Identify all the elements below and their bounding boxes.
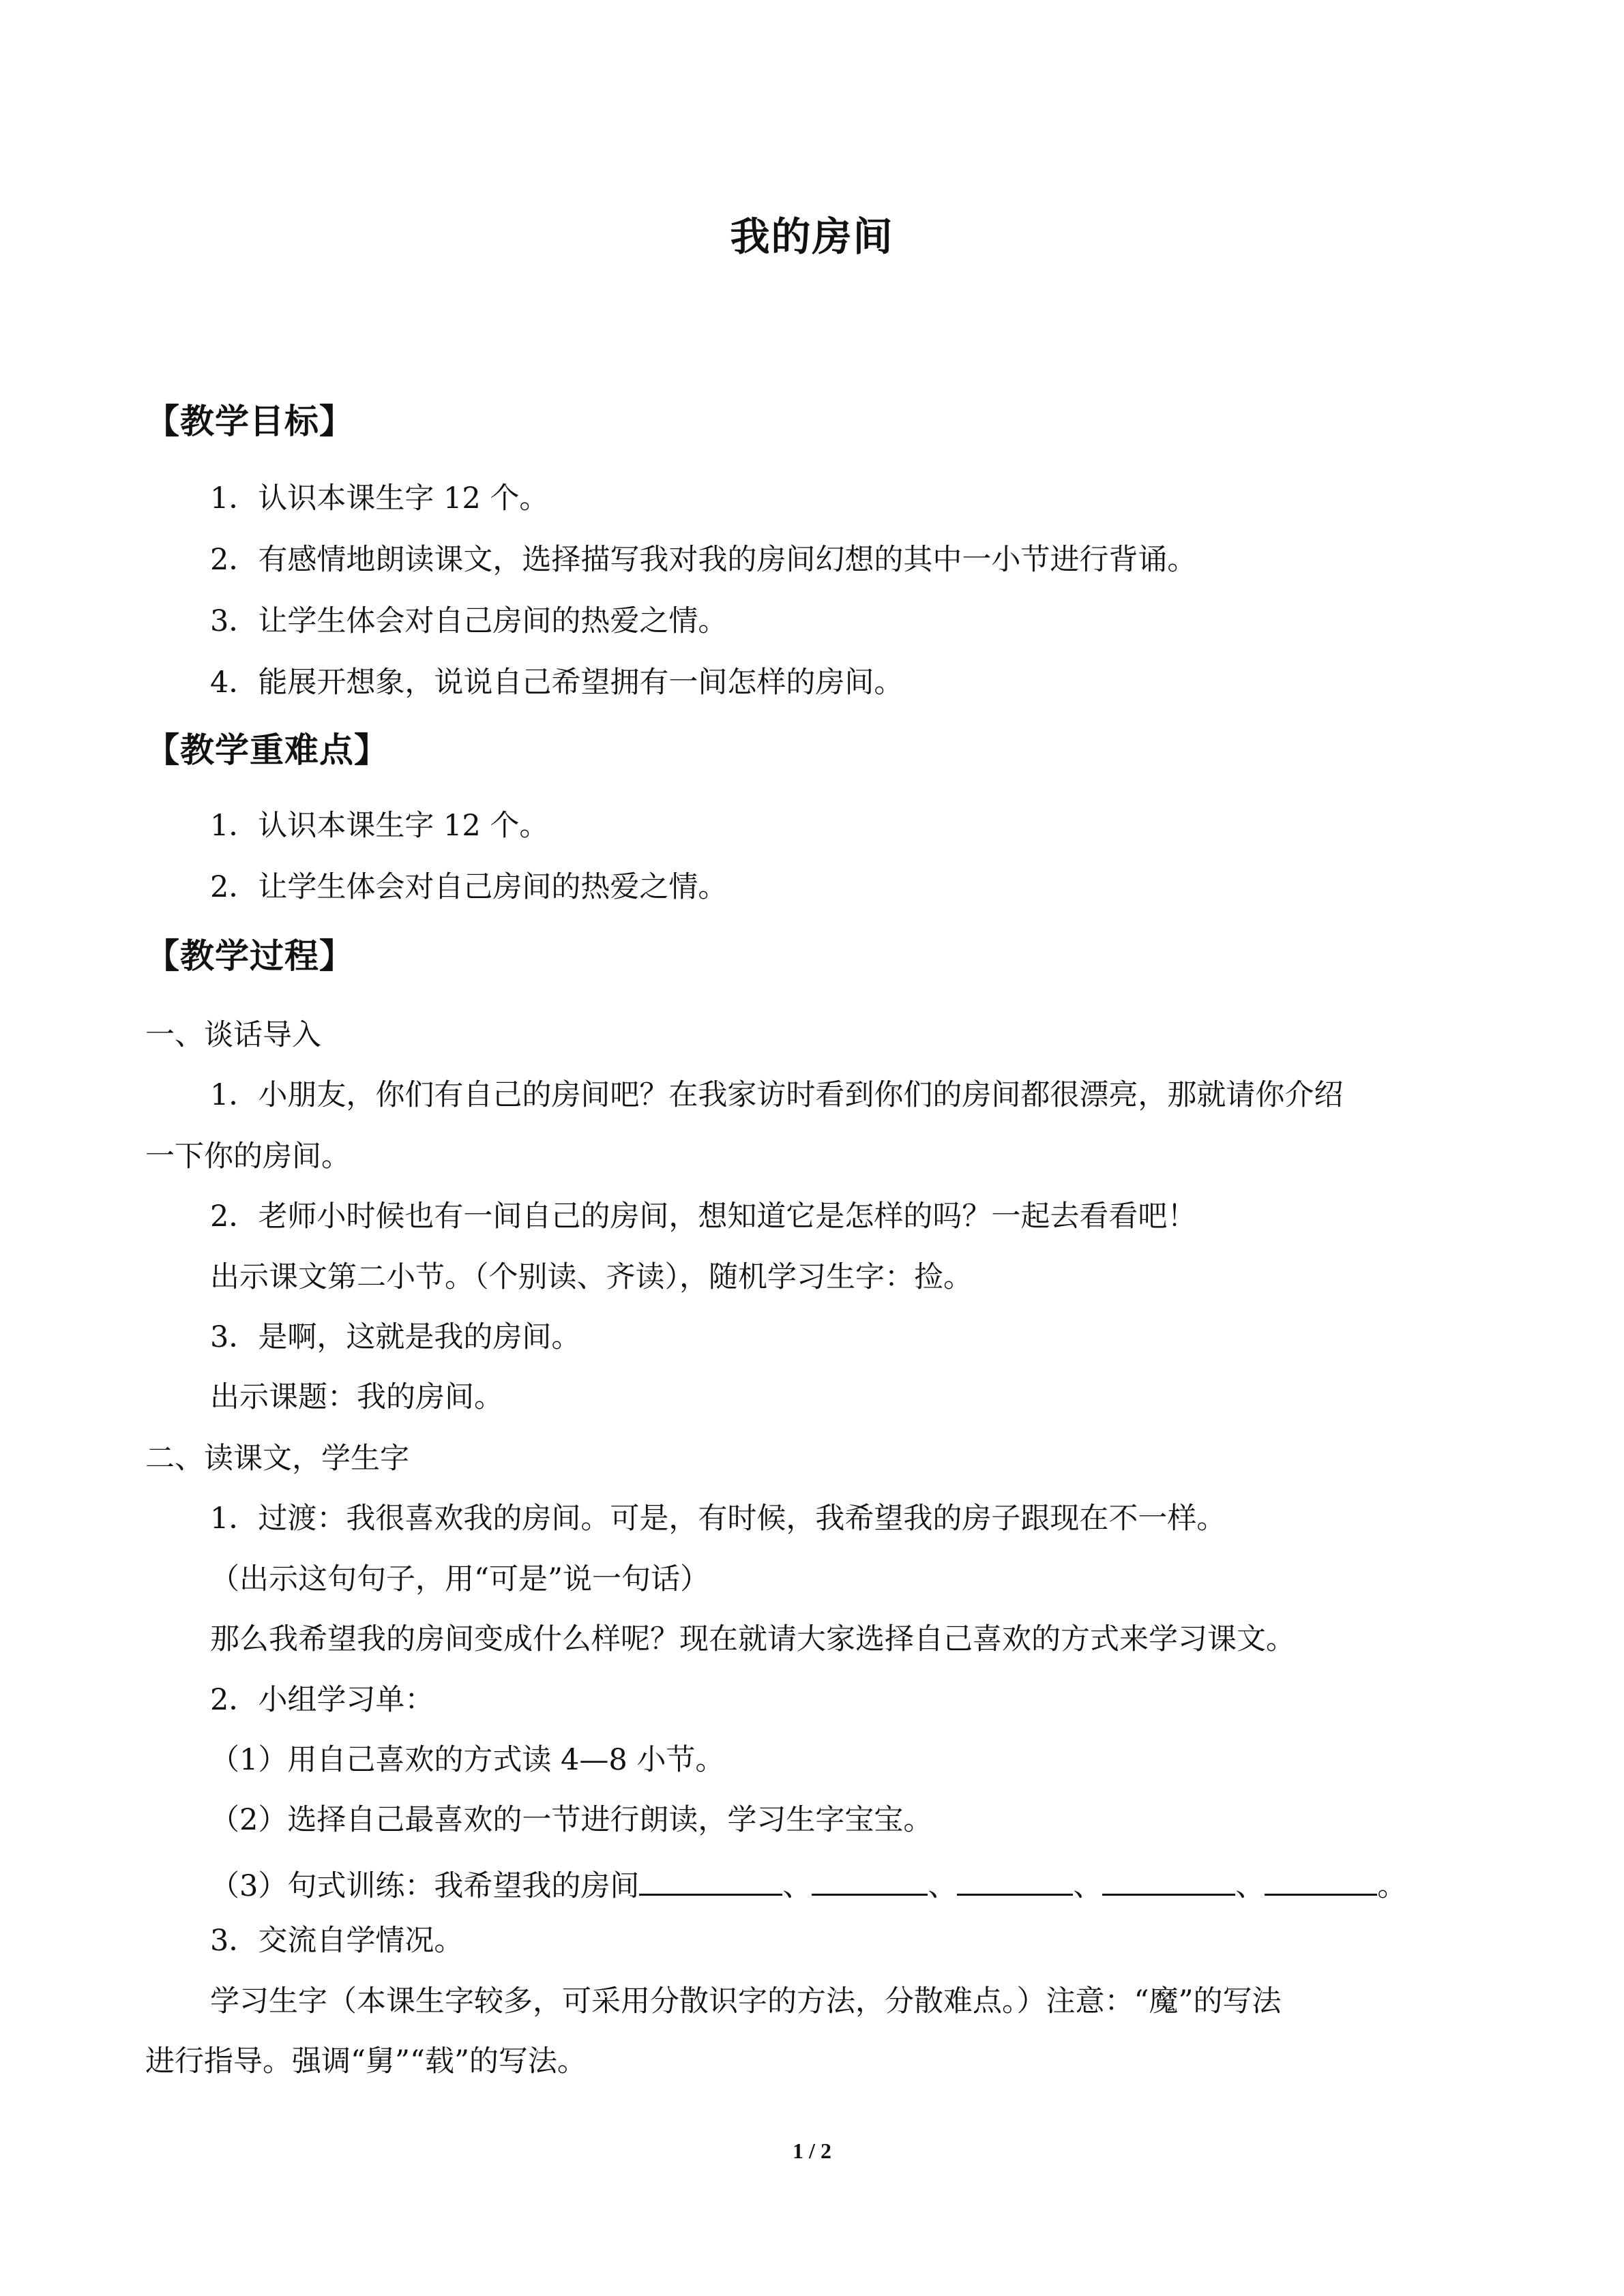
paragraph: 3．是啊，这就是我的房间。	[210, 1320, 581, 1354]
fill-blank	[812, 1866, 928, 1896]
separator: 、	[782, 1869, 812, 1903]
goal-item: 1．认识本课生字 12 个。	[210, 481, 549, 516]
paragraph: 学习生字（本课生字较多，可采用分散识字的方法，分散难点。）注意：“魔”的写法	[210, 1984, 1282, 2018]
paragraph: 进行指导。强调“舅”“载”的写法。	[145, 2044, 587, 2078]
paragraph: 一下你的房间。	[145, 1139, 351, 1174]
keypoints-heading: 【教学重难点】	[145, 730, 389, 770]
paragraph: 那么我希望我的房间变成什么样呢？现在就请大家选择自己喜欢的方式来学习课文。	[210, 1622, 1295, 1656]
paragraph: 出示课文第二小节。（个别读、齐读），随机学习生字：捡。	[210, 1260, 973, 1294]
paragraph: 1．过渡：我很喜欢我的房间。可是，有时候，我希望我的房子跟现在不一样。	[210, 1502, 1226, 1536]
page-number: 1 / 2	[793, 2138, 831, 2163]
goal-item: 3．让学生体会对自己房间的热爱之情。	[210, 604, 728, 638]
part2-title: 二、读课文，学生字	[145, 1442, 409, 1476]
fill-blank	[1265, 1866, 1377, 1896]
exercise-prefix: （3）句式训练：我希望我的房间	[210, 1869, 640, 1903]
paragraph: （2）选择自己最喜欢的一节进行朗读，学习生字宝宝。	[210, 1803, 933, 1837]
keypoint-item: 2．让学生体会对自己房间的热爱之情。	[210, 870, 728, 904]
page-title: 我的房间	[730, 213, 894, 260]
paragraph: 3．交流自学情况。	[210, 1924, 464, 1958]
part1-title: 一、谈话导入	[145, 1018, 321, 1052]
separator: 、	[928, 1869, 958, 1903]
paragraph: （1）用自己喜欢的方式读 4—8 小节。	[210, 1743, 725, 1777]
goal-item: 4．能展开想象，说说自己希望拥有一间怎样的房间。	[210, 666, 904, 700]
fill-blank	[1102, 1866, 1235, 1896]
separator: 、	[1073, 1869, 1103, 1903]
paragraph: 2．老师小时候也有一间自己的房间，想知道它是怎样的吗？一起去看看吧！	[210, 1199, 1197, 1234]
separator: 、	[1235, 1869, 1265, 1903]
sentence-exercise	[210, 1866, 1406, 1901]
keypoint-item: 1．认识本课生字 12 个。	[210, 809, 549, 843]
paragraph: （出示这句句子，用“可是”说一句话）	[210, 1562, 709, 1596]
paragraph: 1．小朋友，你们有自己的房间吧？在我家访时看到你们的房间都很漂亮，那就请你介绍	[210, 1078, 1344, 1112]
paragraph: 出示课题：我的房间。	[210, 1380, 503, 1414]
process-heading: 【教学过程】	[145, 936, 354, 976]
paragraph: 2．小组学习单：	[210, 1683, 434, 1717]
fill-blank	[957, 1866, 1073, 1896]
exercise-end: 。	[1377, 1869, 1407, 1903]
goal-item: 2．有感情地朗读课文，选择描写我对我的房间幻想的其中一小节进行背诵。	[210, 543, 1197, 577]
fill-blank	[639, 1866, 782, 1896]
goals-heading: 【教学目标】	[145, 402, 354, 441]
